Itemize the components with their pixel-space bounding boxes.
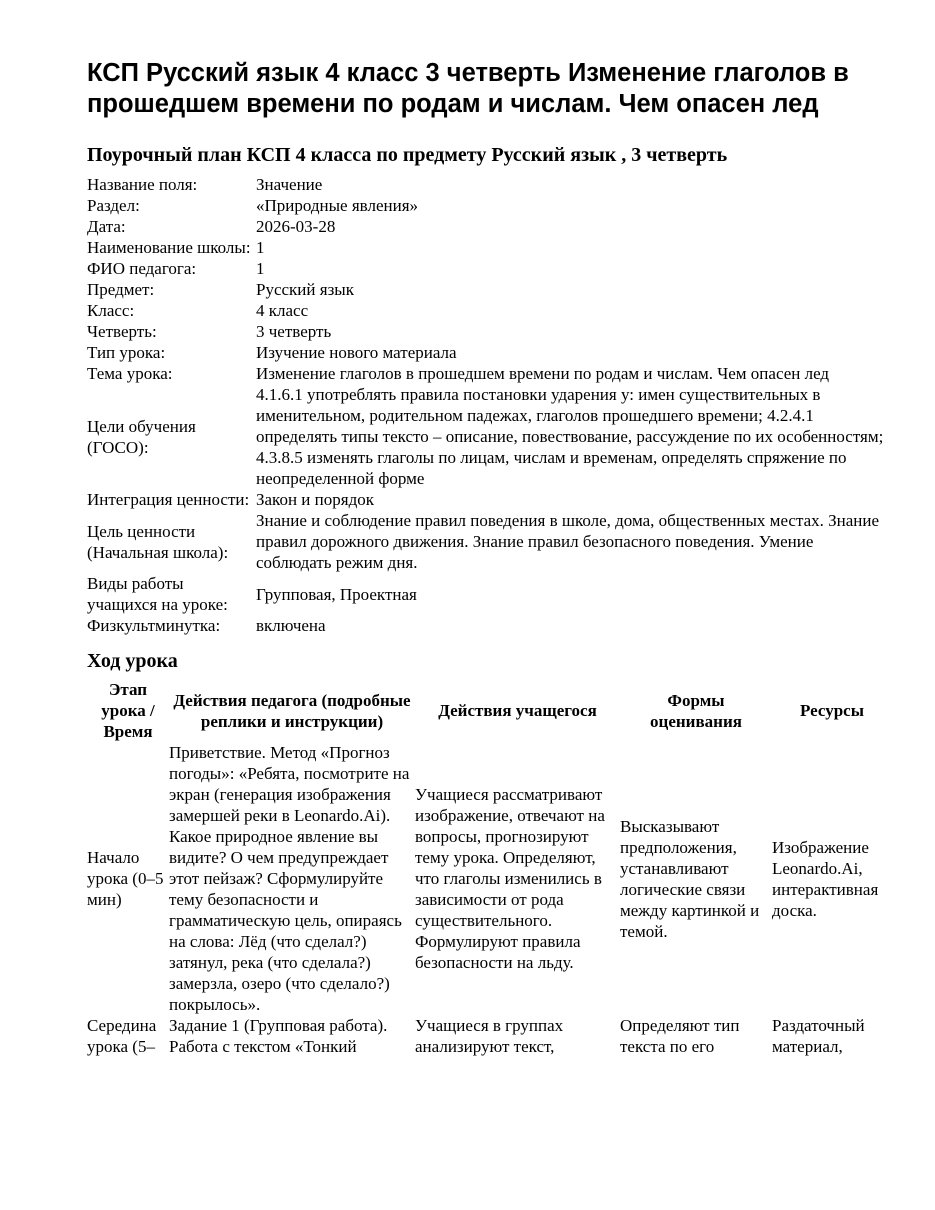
resources-cell: Изображение Leonardo.Ai, интерактивная доска. <box>772 837 879 920</box>
info-label: Наименование школы: <box>87 238 251 257</box>
info-label: Дата: <box>87 217 126 236</box>
info-value: Закон и порядок <box>256 490 374 509</box>
info-row <box>87 342 892 363</box>
info-label: Раздел: <box>87 196 140 215</box>
info-row <box>87 279 892 300</box>
info-row <box>87 384 892 489</box>
info-value: Изменение глаголов в прошедшем времени по родам и числам. Чем опасен лед <box>256 364 830 383</box>
info-row <box>87 510 892 573</box>
teacher-actions-cell: Задание 1 (Групповая работа). Работа с текстом «Тонкий <box>169 1016 388 1056</box>
info-label: Тип урока: <box>87 343 166 362</box>
info-label: ФИО педагога: <box>87 259 197 278</box>
info-label: Физкультминутка: <box>87 616 221 635</box>
info-value: Групповая, Проектная <box>256 584 417 604</box>
info-label: Цели обучения (ГОСО): <box>87 416 196 457</box>
info-label: Тема урока: <box>87 364 173 383</box>
info-value: 1 <box>256 259 265 278</box>
lesson-row <box>87 1015 892 1057</box>
header-teacher-actions: Действия педагога (подробные реплики и инструкции) <box>173 690 411 731</box>
info-value: 3 четверть <box>256 322 332 341</box>
assessment-cell: Определяют тип текста по его <box>620 1016 740 1056</box>
lesson-info-table <box>87 174 892 636</box>
info-row <box>87 237 892 258</box>
assessment-cell: Высказывают предположения, устанавливают логические связи между картинкой и темой. <box>620 816 760 941</box>
info-row <box>87 363 892 384</box>
resources-cell: Раздаточный материал, <box>772 1016 865 1056</box>
info-value: 1 <box>256 238 265 257</box>
info-label: Класс: <box>87 301 135 320</box>
header-resources: Ресурсы <box>799 701 864 720</box>
header-stage: Этап урока / Время <box>101 680 155 741</box>
info-value: Изучение нового материала <box>256 343 457 362</box>
document-page <box>87 58 892 1057</box>
plan-subtitle: Поурочный план КСП 4 класса по предмету Русский язык , 3 четверть <box>87 144 728 166</box>
info-label: Виды работы учащихся на уроке: <box>87 574 228 614</box>
info-label: Цель ценности (Начальная школа): <box>87 521 229 562</box>
info-value: «Природные явления» <box>256 196 419 215</box>
info-row <box>87 174 892 195</box>
stage-cell: Середина урока (5– <box>87 1016 157 1056</box>
info-row <box>87 573 892 615</box>
lesson-row <box>87 742 892 1015</box>
student-actions-cell: Учащиеся в группах анализируют текст, <box>415 1016 564 1056</box>
lesson-table-header-row <box>87 679 892 742</box>
teacher-actions-cell: Приветствие. Метод «Прогноз погоды»: «Ребята, посмотрите на экран (генерация изображения замершей реки в Leonardo.Ai). Какое природное явление вы видите? О чем предупреждает этот пейзаж? Сформулируйте тему безопасности и грамматическую цель, опираясь на слова: Лёд (что сделал?) затянул, река (что сделала?) замерзла, озеро (что сделало?) покрылось». <box>169 743 410 1014</box>
info-row <box>87 489 892 510</box>
info-value: включена <box>256 616 326 635</box>
info-label: Название поля: <box>87 175 198 194</box>
info-row <box>87 258 892 279</box>
header-assessment: Формы оценивания <box>650 690 742 731</box>
info-value: Русский язык <box>256 280 354 299</box>
info-value: 4.1.6.1 употреблять правила постановки ударения у: имен существительных в именительном, родительном падежах, глаголов прошедшего времени; 4.2.4.1 определять типы тексто – описание, повествование, рассуждение по их особенностям; 4.3.8.5 изменять глаголы по лицам, числам и временам, определять спряжение по неопределенной форме <box>256 385 884 488</box>
info-value: 2026-03-28 <box>256 217 336 236</box>
stage-cell: Начало урока (0–5 мин) <box>87 848 164 909</box>
document-title: КСП Русский язык 4 класс 3 четверть Изменение глаголов в прошедшем времени по родам и числам. Чем опасен лед <box>87 59 849 118</box>
info-row <box>87 321 892 342</box>
info-label: Предмет: <box>87 280 155 299</box>
info-label: Четверть: <box>87 322 157 341</box>
info-row <box>87 615 892 636</box>
info-value: 4 класс <box>256 301 309 320</box>
info-row <box>87 195 892 216</box>
info-value: Значение <box>256 175 323 194</box>
info-row <box>87 300 892 321</box>
info-value: Знание и соблюдение правил поведения в школе, дома, общественных местах. Знание правил дорожного движения. Знание правил безопасного поведения. Умение соблюдать режим дня. <box>256 511 880 572</box>
student-actions-cell: Учащиеся рассматривают изображение, отвечают на вопросы, прогнозируют тему урока. Определяют, что глаголы изменились в зависимости от рода существительного. Формулируют правила безопасности на льду. <box>415 785 605 972</box>
lesson-progress-table <box>87 679 892 1057</box>
header-student-actions: Действия учащегося <box>438 701 597 720</box>
lesson-progress-title: Ход урока <box>87 650 178 672</box>
info-label: Интеграция ценности: <box>87 490 250 509</box>
info-row <box>87 216 892 237</box>
